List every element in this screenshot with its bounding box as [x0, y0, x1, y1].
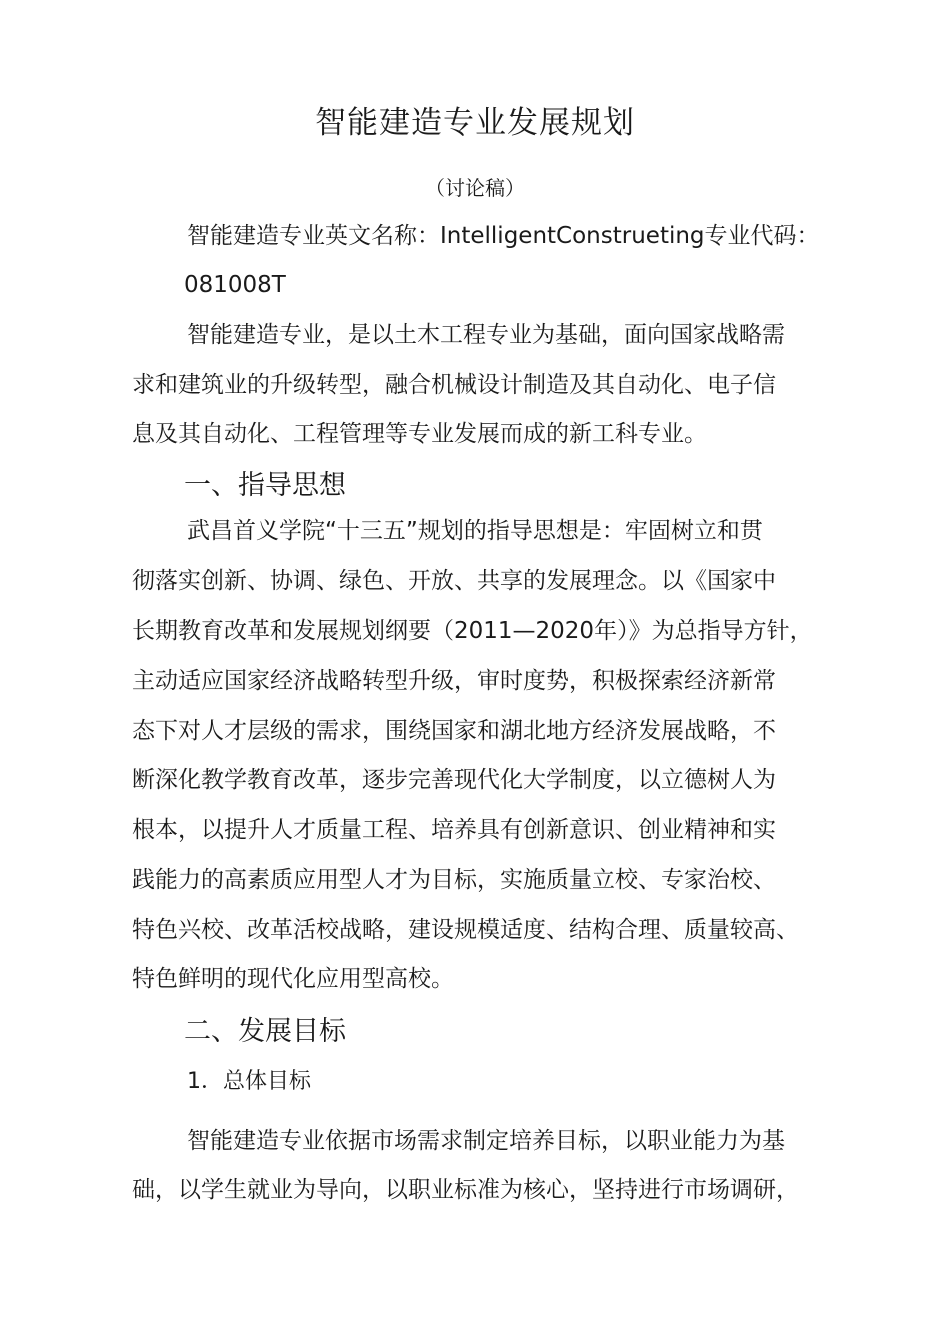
intro-paragraph-line: 息及其自动化、工程管理等专业发展而成的新工科专业。	[132, 421, 707, 447]
section2-paragraph-line: 础，以学生就业为导向，以职业标准为核心，坚持进行市场调研，	[132, 1177, 799, 1203]
section1-paragraph-line: 践能力的高素质应用型人才为目标，实施质量立校、专家治校、	[132, 867, 776, 893]
section1-paragraph-line: 断深化教学教育改革，逐步完善现代化大学制度，以立德树人为	[132, 767, 776, 793]
document-title: 智能建造专业发展规划	[315, 105, 635, 141]
section1-paragraph-line: 特色鲜明的现代化应用型高校。	[132, 966, 454, 992]
section1-paragraph-line: 彻落实创新、协调、绿色、开放、共享的发展理念。以《国家中	[132, 568, 776, 594]
section1-paragraph-line: 根本，以提升人才质量工程、培养具有创新意识、创业精神和实	[132, 817, 776, 843]
section-heading-development-goals: 二、发展目标	[184, 1016, 346, 1047]
major-name-code-line: 智能建造专业英文名称：IntelligentConstrueting专业代码：	[187, 223, 820, 249]
intro-paragraph-line: 智能建造专业，是以土木工程专业为基础，面向国家战略需	[187, 322, 785, 348]
document-subtitle: （讨论稿）	[425, 176, 525, 200]
subsection-heading-overall-goal: 1．总体目标	[187, 1069, 311, 1094]
section1-paragraph-line: 主动适应国家经济战略转型升级，审时度势，积极探索经济新常	[132, 668, 776, 694]
major-code-value: 081008T	[184, 272, 286, 298]
section1-paragraph-line: 特色兴校、改革活校战略，建设规模适度、结构合理、质量较高、	[132, 917, 799, 943]
section2-paragraph-line: 智能建造专业依据市场需求制定培养目标，以职业能力为基	[187, 1128, 785, 1154]
section1-paragraph-line: 武昌首义学院“十三五”规划的指导思想是：牢固树立和贯	[187, 518, 763, 544]
section1-paragraph-line: 长期教育改革和发展规划纲要（2011—2020年）》为总指导方针，	[132, 618, 813, 644]
section-heading-guiding-ideology: 一、指导思想	[184, 470, 346, 501]
intro-paragraph-line: 求和建筑业的升级转型，融合机械设计制造及其自动化、电子信	[132, 372, 776, 398]
section1-paragraph-line: 态下对人才层级的需求，围绕国家和湖北地方经济发展战略，不	[132, 718, 776, 744]
